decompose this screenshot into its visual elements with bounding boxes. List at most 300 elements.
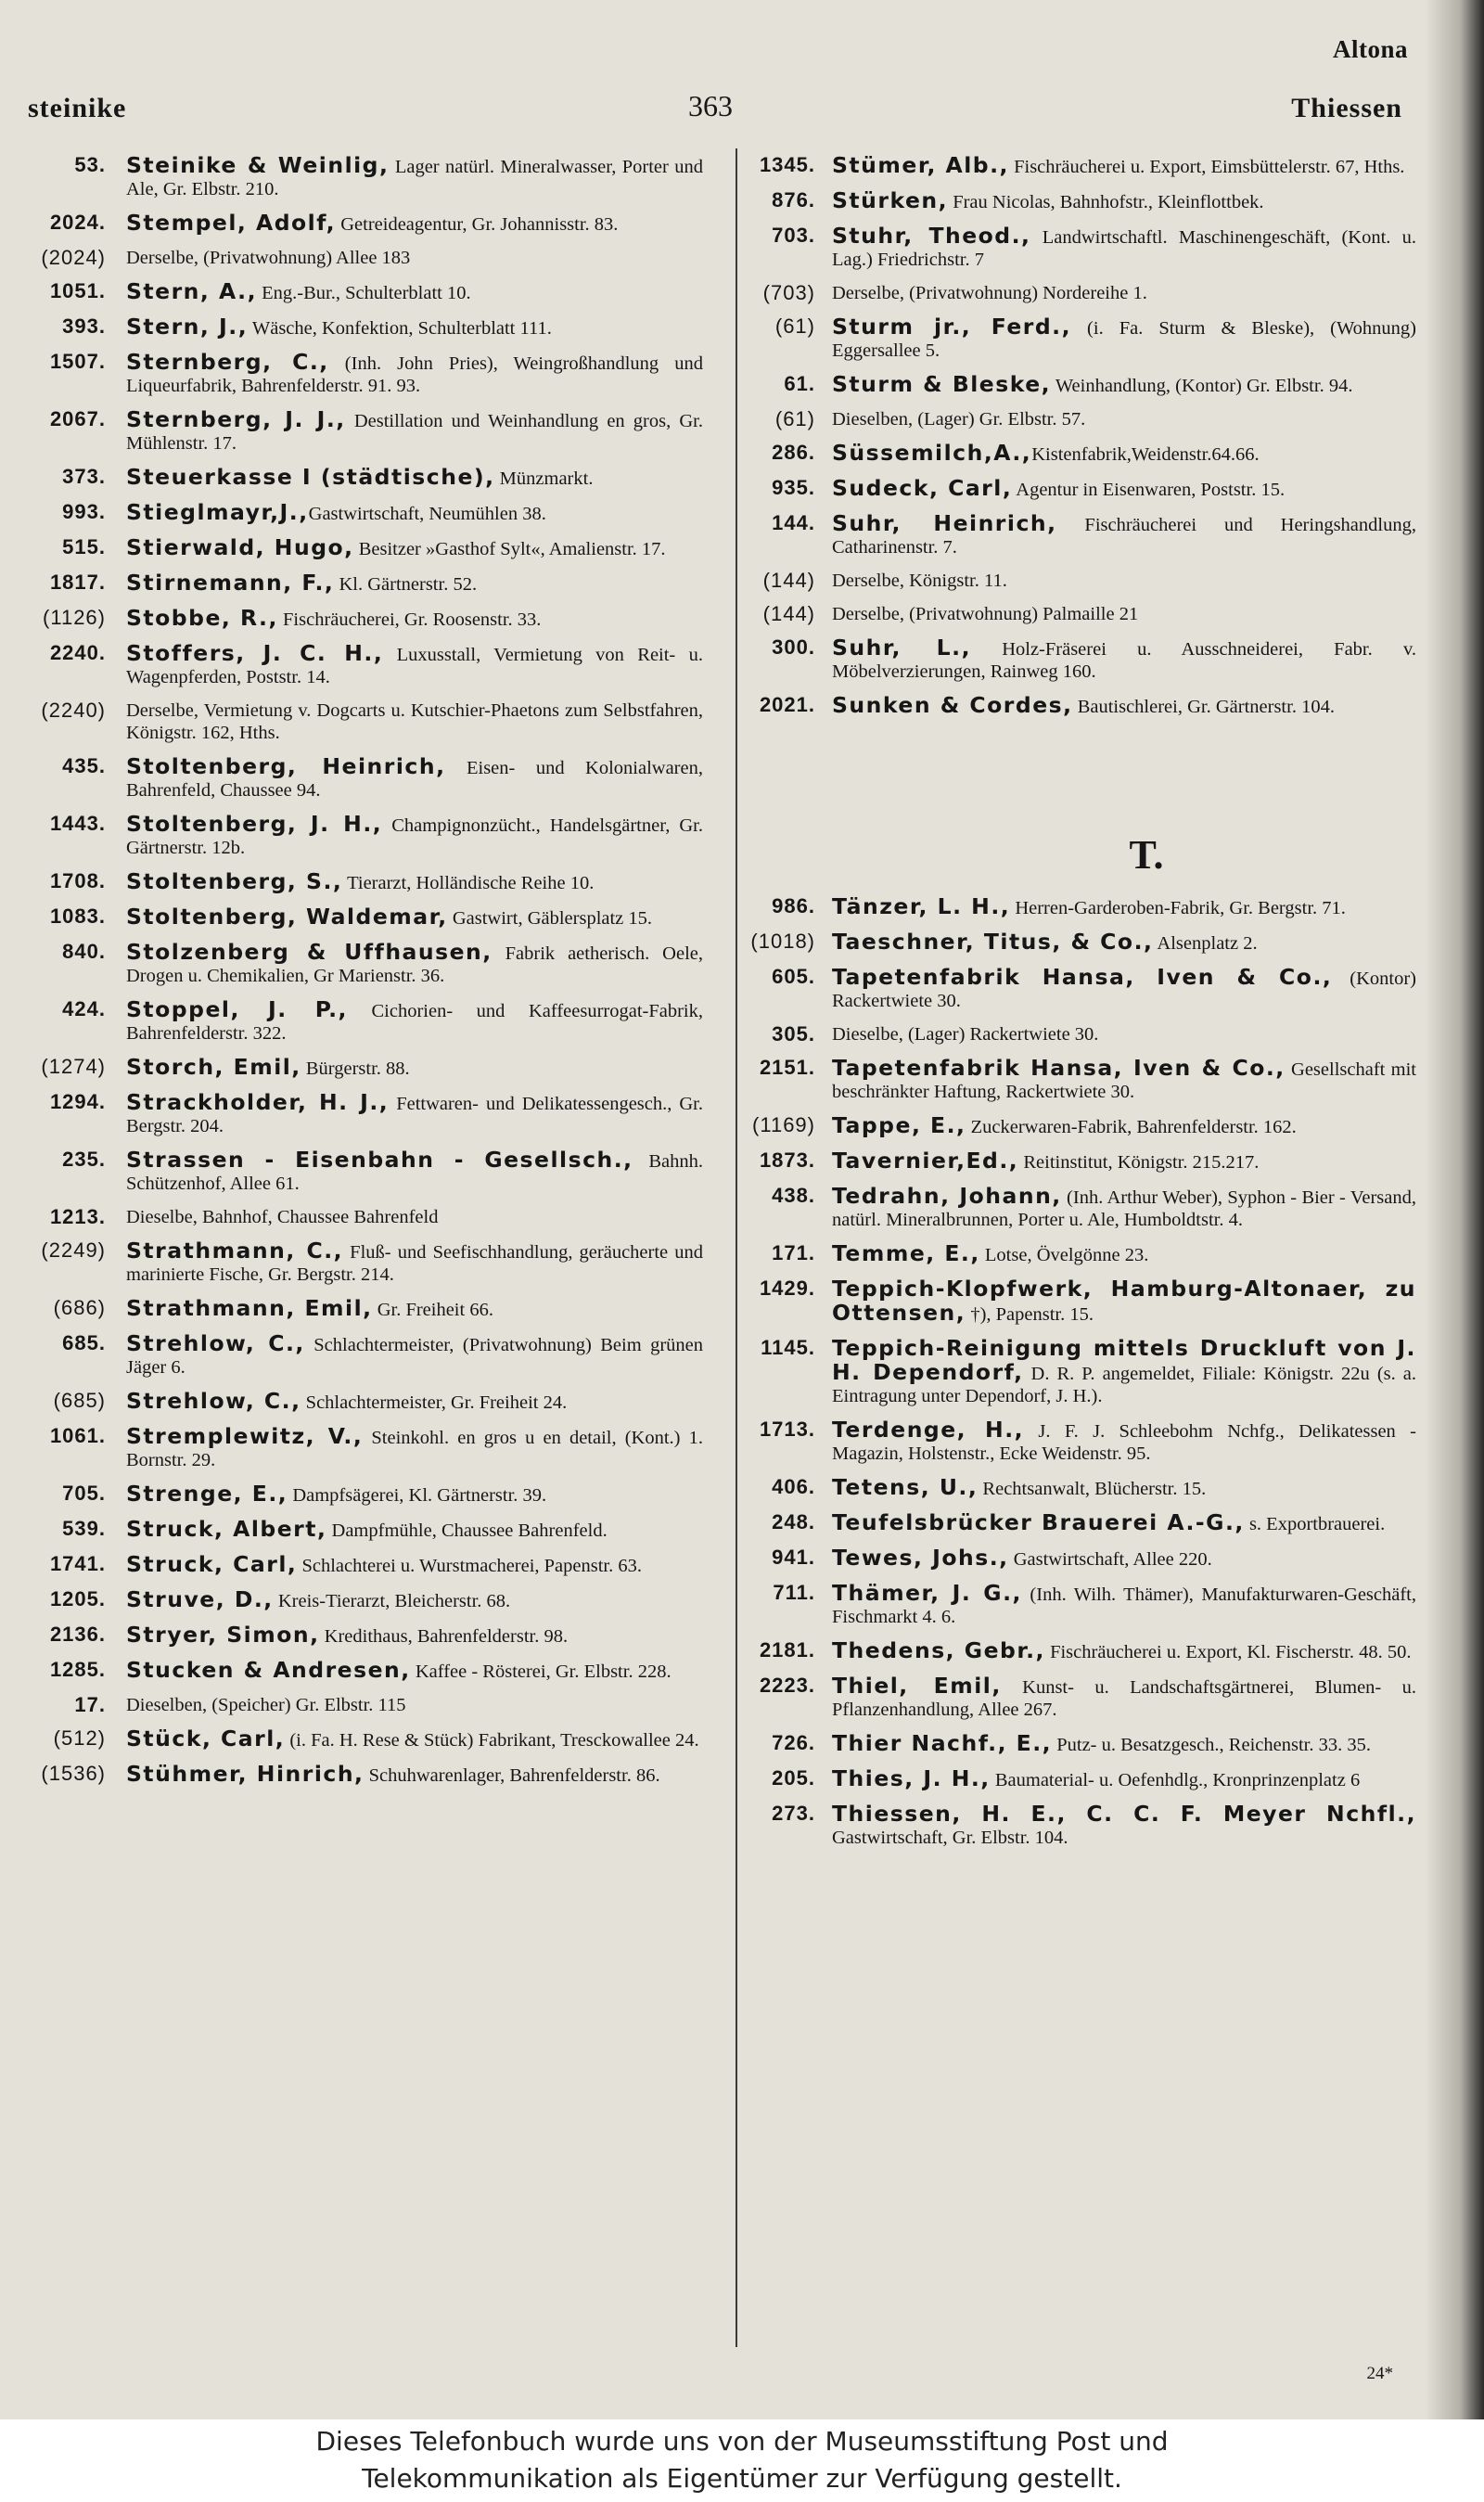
phone-number: 235. <box>62 1148 106 1171</box>
directory-entry <box>747 694 1416 718</box>
page-edge-shadow <box>1425 0 1484 2419</box>
entry-details: Getreideagentur, Gr. Johannisstr. 83. <box>336 214 619 235</box>
phone-number: 711. <box>773 1581 815 1604</box>
entry-details: D. R. P. angemeldet, Filiale: Königstr. 22u (s. a. Eintragung unter Dependorf, J. H.). <box>832 1364 1416 1406</box>
entry-text <box>126 315 703 340</box>
phone-number: 435. <box>62 754 106 777</box>
entry-text <box>126 941 703 987</box>
entry-details: Lotse, Övelgönne 23. <box>979 1245 1149 1265</box>
entry-name: Stucken & Andresen, <box>126 1657 411 1683</box>
entry-text <box>126 1553 703 1577</box>
entry-details: Frau Nicolas, Bahnhofstr., Kleinflottbek. <box>948 192 1264 212</box>
directory-entry <box>17 1482 703 1507</box>
phone-number: 2181. <box>759 1638 815 1662</box>
entry-text <box>126 280 703 304</box>
entry-text <box>832 694 1416 718</box>
entry-details: Bautischlerei, Gr. Gärtnerstr. 104. <box>1072 697 1335 717</box>
entry-text <box>832 442 1416 466</box>
directory-entry <box>17 905 703 930</box>
entry-text <box>832 477 1416 501</box>
phone-number: 1051. <box>49 279 106 302</box>
entry-name: Stieglmayr,J., <box>126 499 309 525</box>
phone-number: 2223. <box>759 1674 815 1697</box>
entry-details: Kredithaus, Bahrenfelderstr. 98. <box>319 1626 569 1647</box>
entry-details: Eisen- und Kolonialwaren, Bahrenfeld, Chaussee 94. <box>126 758 703 801</box>
directory-entry <box>747 315 1416 362</box>
entry-name: Teufelsbrücker Brauerei A.-G., <box>832 1509 1245 1535</box>
phone-number: 705. <box>62 1482 106 1505</box>
entry-name: Stoltenberg, S., <box>126 868 343 894</box>
entry-name: Thiessen, H. E., C. C. F. Meyer Nchfl., <box>832 1801 1416 1827</box>
phone-number: (144) <box>762 569 815 592</box>
entry-name: Tavernier,Ed., <box>832 1148 1019 1174</box>
directory-entry <box>17 1239 703 1286</box>
entry-details: Luxusstall, Vermietung von Reit- u. Wagenpferden, Poststr. 14. <box>126 645 703 687</box>
entry-details: Landwirtschaftl. Maschinengeschäft, (Kont. u. Lag.) Friedrichstr. 7 <box>832 227 1416 270</box>
entry-details: Fischräucherei u. Export, Eimsbüttelerstr. 67, Hths. <box>1008 157 1405 177</box>
entry-details: Gastwirtschaft, Gr. Elbstr. 104. <box>832 1828 1068 1848</box>
entry-details: Bürgerstr. 88. <box>301 1059 410 1079</box>
directory-entry <box>17 408 703 455</box>
entry-name: Süssemilch,A., <box>832 440 1032 466</box>
entry-name: Strassen - Eisenbahn - Gesellsch., <box>126 1147 633 1173</box>
entry-details: Dieselbe, Bahnhof, Chaussee Bahrenfeld <box>126 1207 439 1227</box>
entry-text <box>832 1639 1416 1663</box>
phone-number: 515. <box>62 535 106 558</box>
entry-name: Thies, J. H., <box>832 1765 991 1791</box>
directory-entry <box>17 154 703 200</box>
entry-text <box>832 636 1416 683</box>
directory-entry <box>747 1732 1416 1756</box>
directory-entry <box>747 1185 1416 1231</box>
entry-name: Strehlow, C., <box>126 1330 305 1356</box>
entry-text <box>126 1091 703 1137</box>
phone-number: 2151. <box>759 1056 815 1079</box>
entry-details: Dieselben, (Lager) Gr. Elbstr. 57. <box>832 409 1086 430</box>
directory-entry <box>17 501 703 525</box>
entry-details: Dieselben, (Speicher) Gr. Elbstr. 115 <box>126 1695 406 1715</box>
entry-details: (Inh. Wilh. Thämer), Manufakturwaren-Geschäft, Fischmarkt 4. 6. <box>832 1585 1416 1627</box>
entry-details: (i. Fa. Sturm & Bleske), (Wohnung) Eggersallee 5. <box>832 318 1417 361</box>
phone-number: 2136. <box>49 1623 106 1646</box>
entry-details: Schlachtermeister, (Privatwohnung) Beim grünen Jäger 6. <box>126 1335 703 1378</box>
entry-details: Dampfmühle, Chaussee Bahrenfeld. <box>326 1520 608 1541</box>
entry-name: Thiel, Emil, <box>832 1673 1002 1699</box>
entry-text <box>126 1694 703 1716</box>
entry-name: Teppich-Klopfwerk, Hamburg-Altonaer, zu Ottensen, <box>832 1276 1416 1326</box>
phone-number: (703) <box>762 281 815 304</box>
entry-name: Stryer, Simon, <box>126 1622 320 1648</box>
entry-text <box>832 225 1416 271</box>
entry-details: Fabrik aetherisch. Oele, Drogen u. Chemikalien, Gr Marienstr. 36. <box>126 943 704 986</box>
entry-name: Storch, Emil, <box>126 1054 301 1080</box>
entry-text <box>126 571 703 596</box>
phone-number: (512) <box>53 1726 106 1750</box>
entry-details: Rechtsanwalt, Blücherstr. 15. <box>978 1479 1207 1499</box>
entry-text <box>126 536 703 560</box>
directory-entry <box>747 225 1416 271</box>
directory-entry <box>747 1674 1416 1721</box>
entry-details: Fischräucherei u. Export, Kl. Fischerstr. 48. 50. <box>1044 1642 1412 1662</box>
entry-details: Fischräucherei, Gr. Roosenstr. 33. <box>277 609 542 630</box>
entry-text <box>832 154 1416 178</box>
entry-name: Sternberg, J. J., <box>126 406 346 432</box>
entry-text <box>832 1185 1416 1231</box>
entry-name: Stempel, Adolf, <box>126 210 337 236</box>
directory-entry <box>747 1639 1416 1663</box>
entry-text <box>832 1149 1416 1174</box>
entry-name: Stobbe, R., <box>126 605 278 631</box>
entry-text <box>832 282 1416 304</box>
directory-entry <box>747 930 1416 955</box>
entry-details: (Kontor) Rackertwiete 30. <box>832 969 1416 1011</box>
directory-entry <box>747 442 1416 466</box>
header-left-keyword: steinike <box>28 93 127 123</box>
entry-text <box>126 1332 703 1379</box>
entry-details: Eng.-Bur., Schulterblatt 10. <box>257 283 471 303</box>
directory-entry <box>17 755 703 802</box>
directory-entry <box>747 1582 1416 1628</box>
directory-entry <box>747 477 1416 501</box>
directory-entry <box>747 189 1416 213</box>
entry-name: Stühmer, Hinrich, <box>126 1761 365 1787</box>
entry-name: Strathmann, Emil, <box>126 1295 373 1321</box>
entry-text <box>126 1518 703 1542</box>
entry-text <box>126 1763 703 1787</box>
phone-number: 2021. <box>759 693 815 716</box>
directory-entry <box>17 1206 703 1228</box>
footer-line-1: Dieses Telefonbuch wurde uns von der Museumsstiftung Post und <box>315 2426 1169 2457</box>
phone-number: 1285. <box>49 1658 106 1681</box>
page-signature-mark: 24* <box>1366 2364 1393 2383</box>
entry-text <box>126 1390 703 1414</box>
directory-entry <box>17 1623 703 1648</box>
phone-number: 1741. <box>49 1552 106 1575</box>
left-column <box>17 154 703 1798</box>
entry-name: Steuerkasse I (städtische), <box>126 464 495 490</box>
entry-text <box>126 1659 703 1683</box>
entry-text <box>126 1623 703 1648</box>
entry-name: Steinike & Weinlig, <box>126 152 390 178</box>
entry-name: Stoltenberg, J. H., <box>126 811 383 837</box>
header-city: Altona <box>1332 35 1408 63</box>
entry-name: Stümer, Alb., <box>832 152 1009 178</box>
entry-name: Struck, Albert, <box>126 1516 327 1542</box>
directory-entry <box>17 351 703 397</box>
entry-text <box>126 1425 703 1471</box>
entry-details: Dampfsägerei, Kl. Gärtnerstr. 39. <box>288 1485 547 1506</box>
directory-entry <box>17 315 703 340</box>
phone-number: 438. <box>772 1184 815 1207</box>
phone-number: (1536) <box>41 1762 106 1785</box>
phone-number: (1126) <box>43 606 106 629</box>
entry-name: Struve, D., <box>126 1586 274 1612</box>
phone-number: 2240. <box>49 641 106 664</box>
entry-name: Terdenge, H., <box>832 1417 1025 1443</box>
directory-entry <box>17 1148 703 1195</box>
phone-number: 993. <box>62 500 106 523</box>
phone-number: (2249) <box>41 1238 106 1262</box>
entry-text <box>832 1418 1416 1465</box>
entry-details: Derselbe, (Privatwohnung) Palmaille 21 <box>832 604 1139 624</box>
phone-number: 539. <box>62 1517 106 1540</box>
entry-details: Weinhandlung, (Kontor) Gr. Elbstr. 94. <box>1051 376 1353 396</box>
entry-text <box>126 1239 703 1286</box>
entry-details: Kaffee - Rösterei, Gr. Elbstr. 228. <box>410 1662 672 1682</box>
entry-text <box>832 895 1416 919</box>
entry-name: Tänzer, L. H., <box>832 893 1011 919</box>
directory-entry <box>17 1425 703 1471</box>
entry-details: Bahnh. Schützenhof, Allee 61. <box>126 1151 703 1194</box>
directory-entry <box>17 1390 703 1414</box>
entry-name: Tapetenfabrik Hansa, Iven & Co., <box>832 1055 1286 1081</box>
phone-number: 305. <box>772 1022 815 1046</box>
directory-entry <box>747 1337 1416 1407</box>
directory-entry <box>17 1553 703 1577</box>
entry-name: Stück, Carl, <box>126 1726 286 1751</box>
directory-entry <box>17 247 703 269</box>
phone-number: 1294. <box>49 1090 106 1113</box>
entry-text <box>832 1476 1416 1500</box>
phone-number: (144) <box>762 602 815 625</box>
entry-details: Champignonzücht., Handelsgärtner, Gr. Gärtnerstr. 12b. <box>126 815 703 858</box>
entry-details: Besitzer »Gasthof Sylt«, Amalienstr. 17. <box>353 539 666 559</box>
entry-details: Fischräucherei und Heringshandlung, Catharinenstr. 7. <box>832 515 1416 558</box>
directory-entry <box>747 408 1416 430</box>
entry-text <box>126 351 703 397</box>
phone-number: 273. <box>772 1802 815 1825</box>
phone-number: 840. <box>62 940 106 963</box>
phone-number: (685) <box>53 1389 106 1412</box>
entry-details: Gastwirt, Gäblersplatz 15. <box>447 908 653 929</box>
phone-number: (61) <box>774 314 815 338</box>
entry-text <box>126 408 703 455</box>
entry-text <box>126 1588 703 1612</box>
entry-details: Fluß- und Seefischhandlung, geräucherte und marinierte Fische, Gr. Bergstr. 214. <box>126 1242 703 1285</box>
directory-entry <box>747 603 1416 625</box>
entry-details: Derselbe, (Privatwohnung) Nordereihe 1. <box>832 283 1147 303</box>
entry-text <box>126 1148 703 1195</box>
directory-entry <box>17 642 703 688</box>
entry-text <box>126 870 703 894</box>
phone-number: 1205. <box>49 1587 106 1610</box>
directory-entry <box>747 1057 1416 1103</box>
phone-number: 2067. <box>49 407 106 430</box>
directory-entry <box>17 466 703 490</box>
entry-text <box>126 755 703 802</box>
entry-name: Thedens, Gebr., <box>832 1637 1045 1663</box>
phone-number: 941. <box>772 1546 815 1569</box>
entry-name: Tedrahn, Johann, <box>832 1183 1062 1209</box>
entry-text <box>832 1582 1416 1628</box>
entry-text <box>832 1767 1416 1791</box>
directory-entry <box>17 1659 703 1683</box>
entry-text <box>832 1732 1416 1756</box>
entry-name: Stoppel, J. P., <box>126 996 348 1022</box>
entry-name: Sternberg, C., <box>126 349 329 375</box>
phone-number: (1169) <box>752 1113 815 1136</box>
directory-entry <box>17 870 703 894</box>
directory-entry <box>747 1149 1416 1174</box>
entry-text <box>832 1803 1416 1849</box>
directory-entry <box>17 607 703 631</box>
phone-number: 2024. <box>49 211 106 234</box>
entry-details: Münzmarkt. <box>494 468 594 489</box>
entry-text <box>832 408 1416 430</box>
entry-name: Stoltenberg, Heinrich, <box>126 753 446 779</box>
directory-entry <box>17 280 703 304</box>
entry-name: Tetens, U., <box>832 1474 979 1500</box>
directory-entry <box>17 1763 703 1787</box>
entry-details: Schuhwarenlager, Bahrenfelderstr. 86. <box>364 1765 660 1786</box>
directory-entry <box>747 1511 1416 1535</box>
entry-details: Baumaterial- u. Oefenhdlg., Kronprinzenplatz 6 <box>990 1770 1361 1790</box>
directory-entry <box>747 1476 1416 1500</box>
entry-name: Teppich-Reinigung mittels Druckluft von J. H. Dependorf, <box>832 1335 1416 1385</box>
phone-number: (1018) <box>750 930 815 953</box>
directory-entry <box>17 813 703 859</box>
entry-name: Sudeck, Carl, <box>832 475 1013 501</box>
phone-number: 986. <box>772 894 815 917</box>
directory-entry <box>17 1727 703 1751</box>
phone-number: 1083. <box>49 905 106 928</box>
phone-number: 406. <box>772 1475 815 1498</box>
entry-name: Strenge, E., <box>126 1481 288 1507</box>
directory-entry <box>747 1114 1416 1138</box>
directory-entry <box>747 636 1416 683</box>
entry-details: Gesellschaft mit beschränkter Haftung, Rackertwiete 30. <box>832 1059 1416 1102</box>
directory-entry <box>747 1546 1416 1571</box>
section-heading-t: T. <box>1129 832 1164 878</box>
directory-entry <box>747 1418 1416 1465</box>
entry-name: Sturm jr., Ferd., <box>832 314 1072 340</box>
phone-number: 17. <box>74 1693 106 1716</box>
entry-text <box>832 603 1416 625</box>
phone-number: 685. <box>62 1331 106 1354</box>
entry-name: Strackholder, H. J., <box>126 1089 390 1115</box>
entry-text <box>832 1277 1416 1326</box>
entry-text <box>126 212 703 236</box>
directory-entry <box>17 699 703 744</box>
footer-notice <box>0 2419 1484 2502</box>
t-entries <box>747 895 1416 1849</box>
directory-entry <box>747 373 1416 397</box>
entry-name: Stierwald, Hugo, <box>126 534 354 560</box>
directory-entry <box>747 512 1416 558</box>
directory-entry <box>17 1694 703 1716</box>
entry-name: Tappe, E., <box>832 1112 966 1138</box>
entry-text <box>126 1297 703 1321</box>
directory-entry <box>17 1518 703 1542</box>
entry-text <box>126 905 703 930</box>
directory-entry <box>747 1242 1416 1266</box>
entry-details: Alsenplatz 2. <box>1153 933 1258 954</box>
phone-number: (2240) <box>41 699 106 722</box>
phone-number: (2024) <box>41 246 106 269</box>
directory-entry <box>747 1803 1416 1849</box>
phone-number: 205. <box>772 1766 815 1790</box>
entry-name: Tewes, Johs., <box>832 1545 1009 1571</box>
phone-number: 1507. <box>49 350 106 373</box>
entry-text <box>126 1482 703 1507</box>
phone-number: 1145. <box>761 1336 815 1359</box>
entry-details: Dieselbe, (Lager) Rackertwiete 30. <box>832 1024 1099 1045</box>
entry-details: Gastwirtschaft, Allee 220. <box>1008 1549 1212 1570</box>
phone-number: 935. <box>772 476 815 499</box>
entry-details: Zuckerwaren-Fabrik, Bahrenfelderstr. 162. <box>966 1117 1297 1137</box>
entry-text <box>126 247 703 269</box>
entry-text <box>126 466 703 490</box>
directory-entry <box>747 1767 1416 1791</box>
entry-text <box>832 1546 1416 1571</box>
entry-text <box>126 1206 703 1228</box>
entry-details: Holz-Fräserei u. Ausschneiderei, Fabr. v. Möbelverzierungen, Rainweg 160. <box>832 639 1416 682</box>
entry-name: Stürken, <box>832 187 949 213</box>
directory-entry <box>747 895 1416 919</box>
entry-details: s. Exportbrauerei. <box>1244 1514 1386 1534</box>
entry-name: Sunken & Cordes, <box>832 692 1073 718</box>
entry-details: Gastwirtschaft, Neumühlen 38. <box>308 504 546 524</box>
entry-details: Fettwaren- und Delikatessengesch., Gr. Bergstr. 204. <box>126 1094 703 1136</box>
entry-text <box>832 1511 1416 1535</box>
phone-number: 703. <box>772 224 815 247</box>
directory-entry <box>747 282 1416 304</box>
phone-number: 286. <box>772 441 815 464</box>
entry-details: Reitinstitut, Königstr. 215.217. <box>1018 1152 1260 1173</box>
footer-line-2: Telekommunikation als Eigentümer zur Verfügung gestellt. <box>362 2463 1122 2494</box>
entry-name: Struck, Carl, <box>126 1551 298 1577</box>
directory-entry <box>17 571 703 596</box>
s-entries <box>747 154 1416 718</box>
phone-number: 605. <box>772 965 815 988</box>
entry-details: Kistenfabrik,Weidenstr.64.66. <box>1031 444 1260 465</box>
entry-text <box>126 501 703 525</box>
directory-entry <box>17 1056 703 1080</box>
directory-entry <box>747 154 1416 178</box>
phone-number: 61. <box>784 372 815 395</box>
entry-details: Herren-Garderoben-Fabrik, Gr. Bergstr. 71. <box>1010 898 1346 918</box>
entry-details: Steinkohl. en gros u en detail, (Kont.) 1. Bornstr. 29. <box>126 1428 703 1470</box>
entry-name: Thier Nachf., E., <box>832 1730 1053 1756</box>
entry-details: Schlachterei u. Wurstmacherei, Papenstr. 63. <box>297 1556 643 1576</box>
right-column <box>747 154 1416 1860</box>
entry-text <box>832 1242 1416 1266</box>
entry-text <box>832 315 1416 362</box>
entry-text <box>126 607 703 631</box>
entry-details: J. F. J. Schleebohm Nchfg., Delikatessen - Magazin, Holstenstr., Ecke Weidenstr. 95. <box>832 1421 1416 1464</box>
phone-number: 876. <box>772 188 815 212</box>
phone-number: 424. <box>62 997 106 1020</box>
entry-name: Suhr, Heinrich, <box>832 510 1057 536</box>
entry-text <box>832 373 1416 397</box>
phone-number: 373. <box>62 465 106 488</box>
directory-entry <box>17 1332 703 1379</box>
entry-name: Thämer, J. G., <box>832 1580 1022 1606</box>
entry-name: Stremplewitz, V., <box>126 1423 364 1449</box>
entry-name: Temme, E., <box>832 1240 980 1266</box>
phone-number: 1817. <box>49 571 106 594</box>
directory-entry <box>17 1297 703 1321</box>
phone-number: 1713. <box>759 1418 815 1441</box>
phone-number: 1429. <box>759 1277 815 1300</box>
entry-text <box>126 813 703 859</box>
entry-name: Taeschner, Titus, & Co., <box>832 929 1154 955</box>
entry-text <box>832 1674 1416 1721</box>
phone-number: 144. <box>772 511 815 534</box>
phone-number: 1708. <box>49 869 106 892</box>
phone-number: 726. <box>772 1731 815 1754</box>
phone-number: (686) <box>53 1296 106 1319</box>
